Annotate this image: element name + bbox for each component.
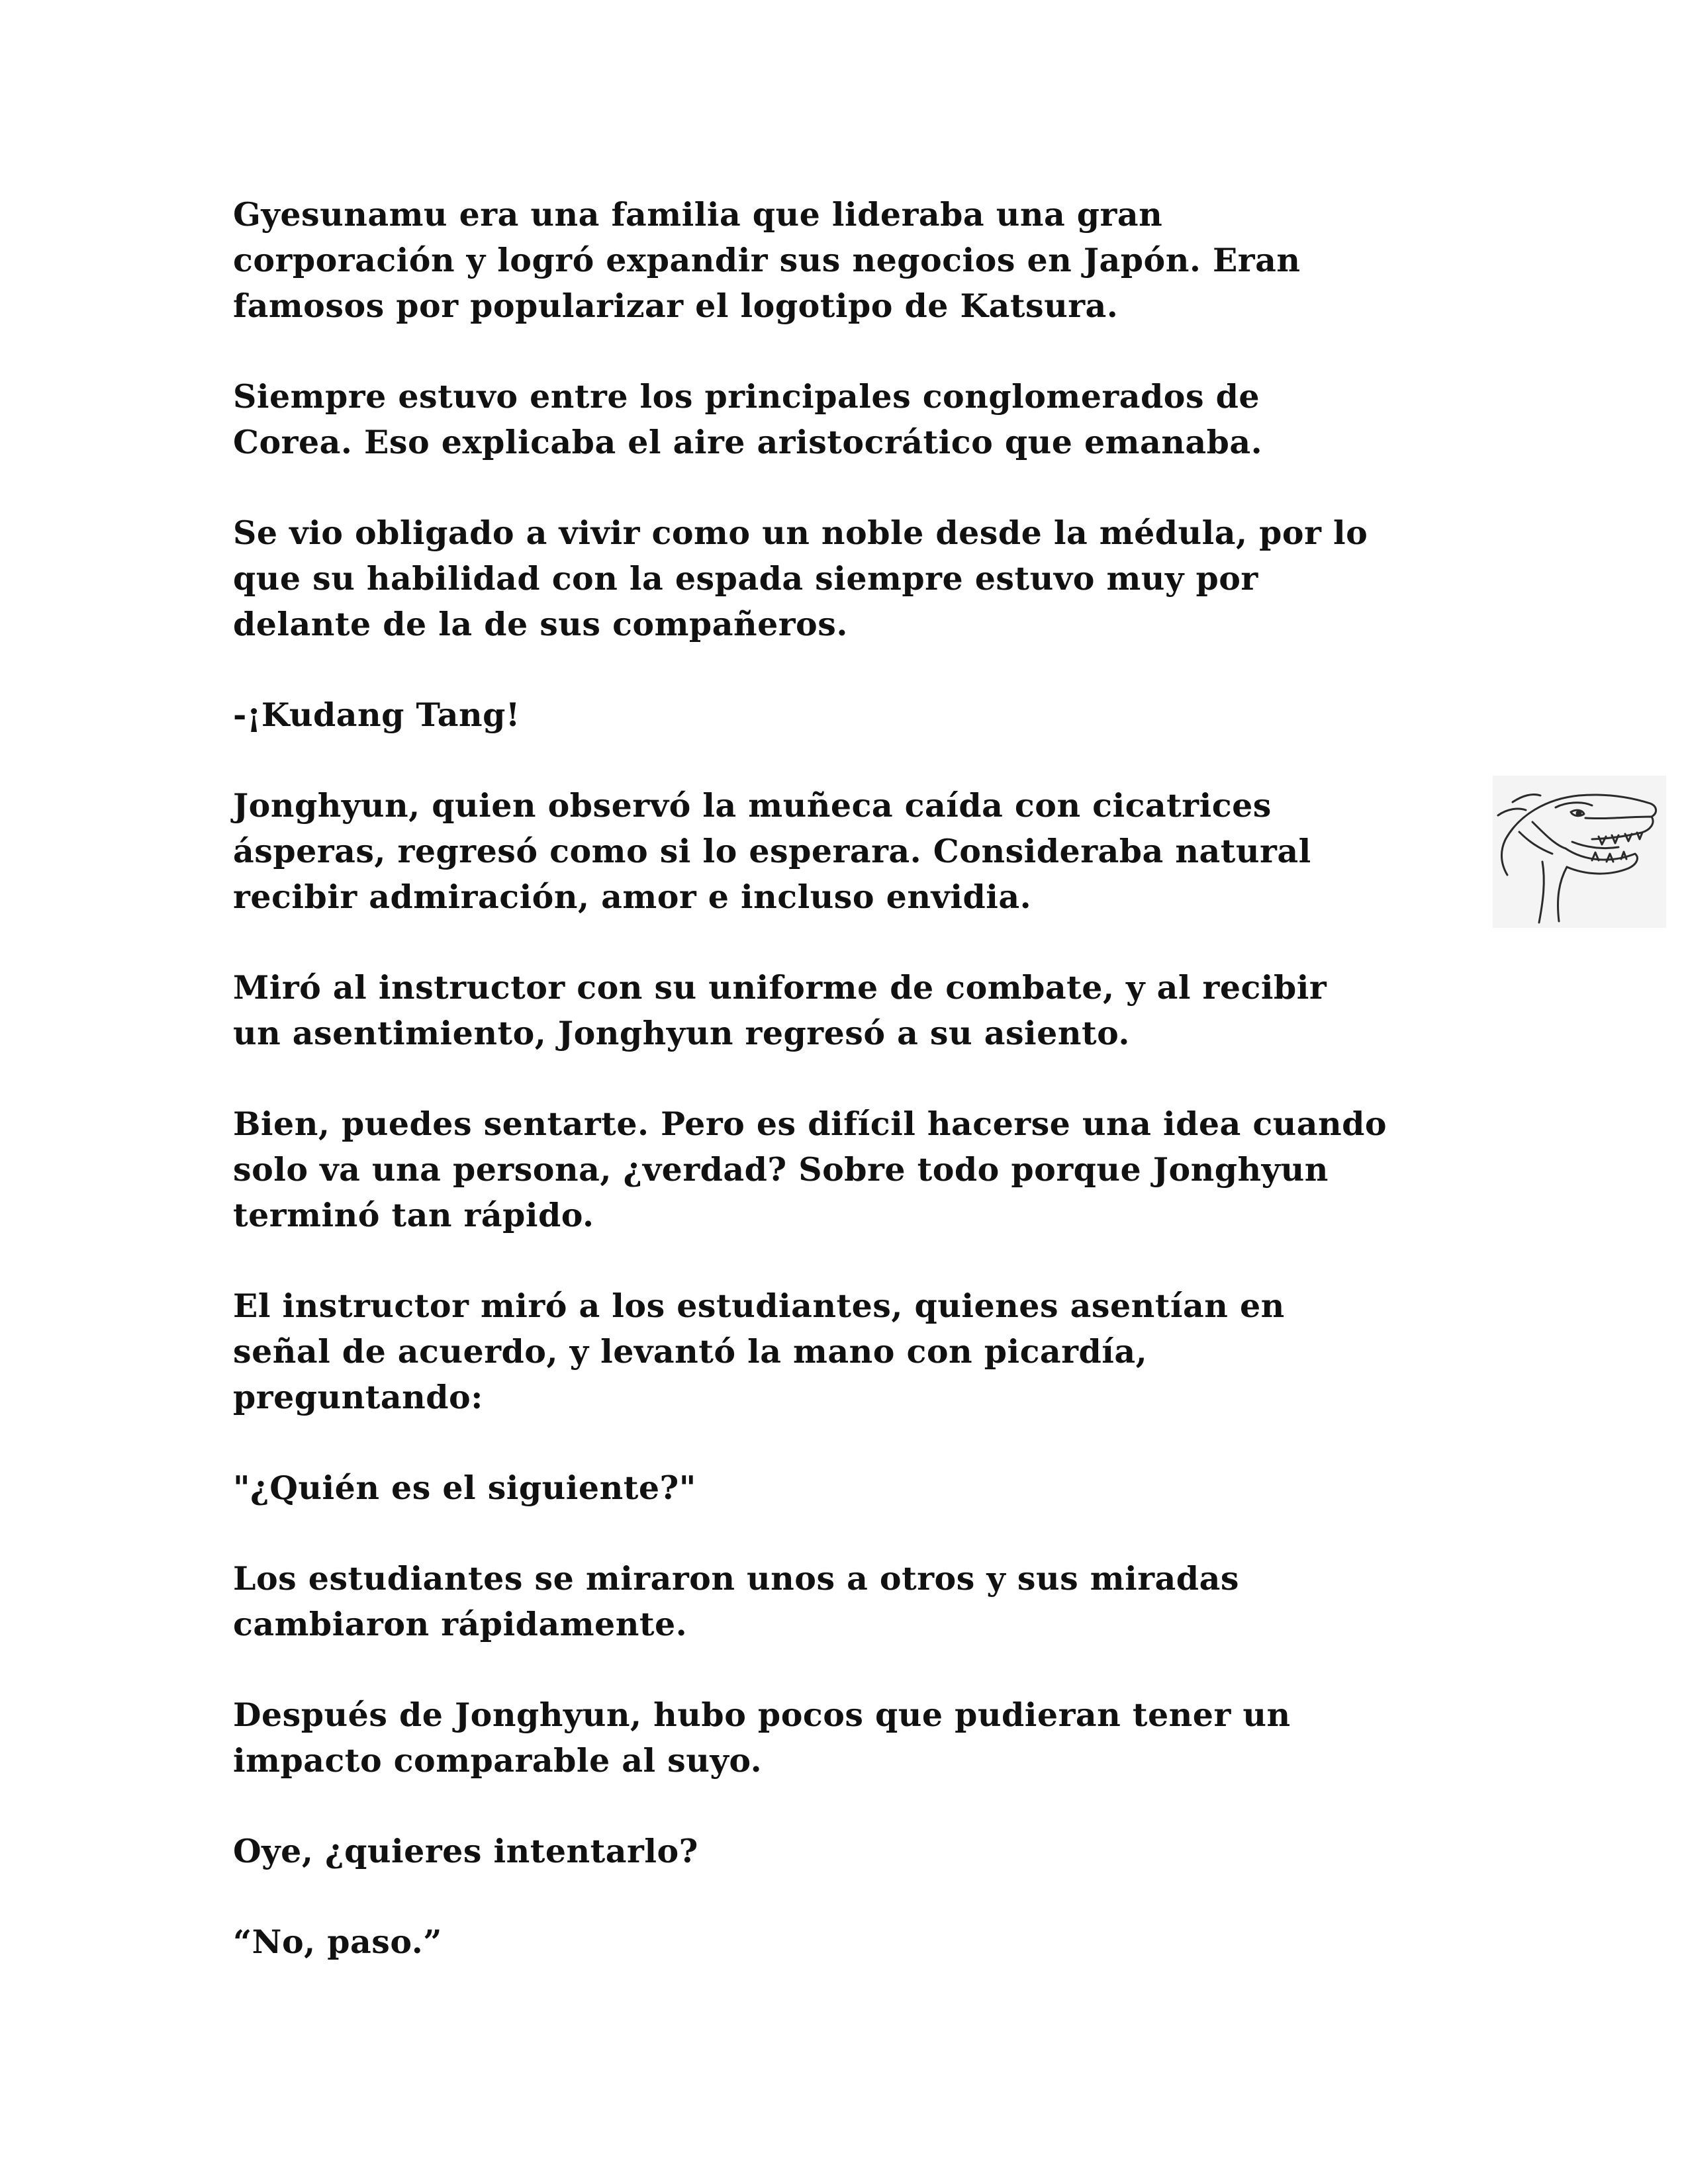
body-text [233, 192, 1458, 2010]
paragraph: "¿Quién es el siguiente?" [233, 1469, 696, 1507]
paragraph: Después de Jonghyun, hubo pocos que pudieran tener un impacto comparable al suyo. [233, 1696, 1291, 1780]
paragraph: Gyesunamu era una familia que lideraba una gran corporación y logró expandir sus negocios en Japón. Eran famosos por popularizar el logotipo de Katsura. [233, 195, 1301, 325]
paragraph: Jonghyun, quien observó la muñeca caída con cicatrices ásperas, regresó como si lo esperara. Consideraba natural recibir admiración, amor e incluso envidia. [233, 786, 1311, 916]
paragraph: Siempre estuvo entre los principales conglomerados de Corea. Eso explicaba el aire aristocrático que emanaba. [233, 377, 1263, 461]
paragraph: “No, paso.” [233, 1923, 442, 1961]
paragraph: Se vio obligado a vivir como un noble desde la médula, por lo que su habilidad con la espada siempre estuvo muy por delante de la de sus compañeros. [233, 514, 1368, 643]
paragraph: El instructor miró a los estudiantes, quienes asentían en señal de acuerdo, y levantó la mano con picardía, preguntando: [233, 1287, 1285, 1416]
paragraph: Miró al instructor con su uniforme de combate, y al recibir un asentimiento, Jonghyun regresó a su asiento. [233, 968, 1327, 1052]
paragraph: Bien, puedes sentarte. Pero es difícil hacerse una idea cuando solo va una persona, ¿verdad? Sobre todo porque Jonghyun terminó tan rápido. [233, 1105, 1387, 1234]
paragraph: Oye, ¿quieres intentarlo? [233, 1832, 698, 1870]
paragraph: -¡Kudang Tang! [233, 696, 520, 734]
dinosaur-head-icon [1493, 776, 1666, 928]
paragraph: Los estudiantes se miraron unos a otros y sus miradas cambiaron rápidamente. [233, 1559, 1239, 1643]
